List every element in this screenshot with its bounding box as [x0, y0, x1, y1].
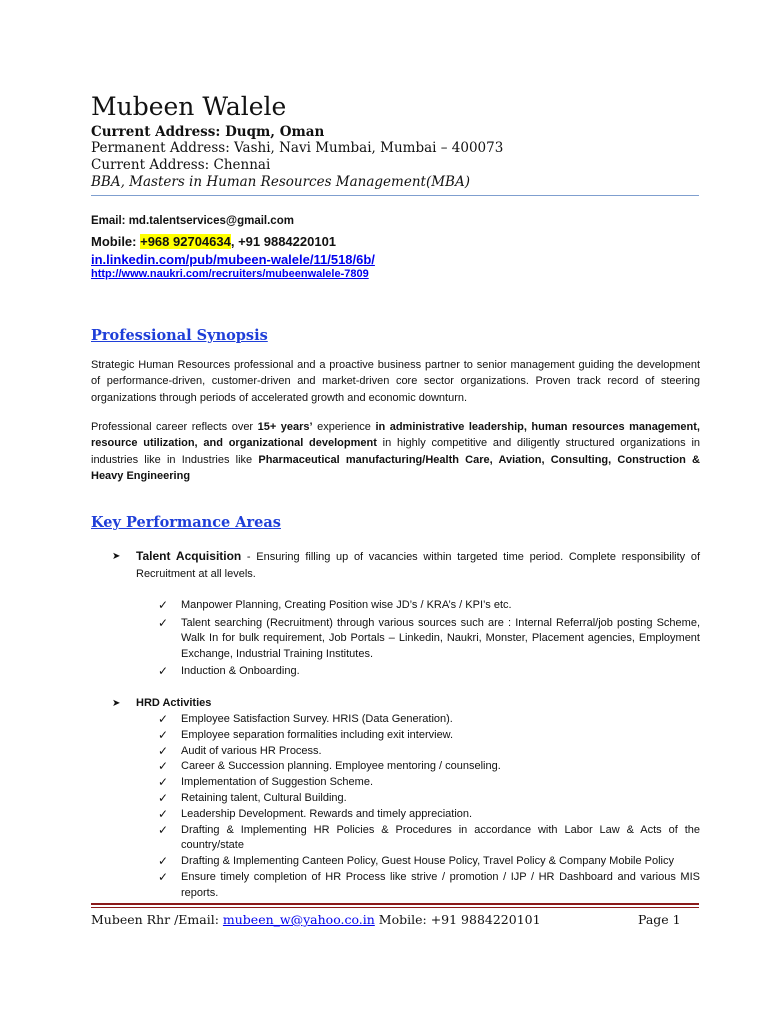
permanent-address: Permanent Address: Vashi, Navi Mumbai, Mumbai – 400073	[91, 140, 504, 156]
arrow-bullet-icon: ➤	[112, 551, 121, 562]
checkmark-icon: ✓	[158, 790, 169, 805]
talent-acquisition-item	[112, 548, 700, 583]
list-item: ✓ Implementation of Suggestion Scheme.	[158, 775, 374, 790]
list-item: ✓ Retaining talent, Cultural Building.	[158, 790, 347, 805]
footer-prefix: Mubeen Rhr /Email:	[91, 912, 223, 927]
checkmark-icon: ✓	[158, 743, 169, 758]
list-item: ✓ Leadership Development. Rewards and timely appreciation.	[158, 806, 473, 821]
footer-divider-thin	[91, 907, 699, 908]
current-address-chennai: Current Address: Chennai	[91, 157, 271, 173]
talent-acquisition-desc: - Ensuring filling up of vacancies within targeted time period. Complete responsibility of Recruitment at all levels.	[136, 551, 701, 580]
checkmark-icon: ✓	[158, 775, 169, 790]
checkmark-icon: ✓	[158, 759, 169, 774]
hrd-activities-list	[158, 712, 700, 902]
list-item: ✓ Drafting & Implementing Canteen Policy, Guest House Policy, Travel Policy & Company Mobile Policy	[158, 854, 674, 869]
checkmark-icon: ✓	[158, 664, 169, 678]
linkedin-link[interactable]: in.linkedin.com/pub/mubeen-walele/11/518/6b/	[91, 252, 375, 267]
checkmark-icon: ✓	[158, 869, 169, 884]
list-item: ✓ Audit of various HR Process.	[158, 743, 322, 758]
footer	[91, 912, 541, 927]
checkmark-icon: ✓	[158, 822, 169, 837]
arrow-bullet-icon: ➤	[112, 698, 121, 709]
checkmark-icon: ✓	[158, 854, 169, 869]
talent-acquisition-title: Talent Acquisition	[136, 549, 242, 563]
naukri-link[interactable]: http://www.naukri.com/recruiters/mubeenwalele-7809	[91, 268, 369, 280]
checkmark-icon: ✓	[158, 598, 169, 612]
header-divider	[91, 195, 699, 196]
list-item: ✓ Employee Satisfaction Survey. HRIS (Data Generation).	[158, 712, 453, 726]
hrd-activities-title: HRD Activities	[136, 697, 212, 709]
qualification: BBA, Masters in Human Resources Management(MBA)	[91, 174, 470, 190]
page-number: Page 1	[638, 912, 681, 927]
checkmark-icon: ✓	[158, 806, 169, 821]
candidate-name: Mubeen Walele	[91, 92, 287, 121]
list-item: ✓ Induction & Onboarding.	[158, 664, 300, 678]
synopsis-heading: Professional Synopsis	[91, 327, 268, 344]
synopsis-paragraph-2: Professional career reflects over 15+ years’ experience in administrative leadership, human resources management, resource utilization, and organizational development in highly competitive and diligently structured organizations in industries like in Industries like Pharmaceutical manufacturing/Health Care, Aviation, Consulting, Construction & Heavy Engineering	[91, 421, 700, 482]
list-item: ✓ Manpower Planning, Creating Position wise JD’s / KRA’s / KPI’s etc.	[158, 598, 512, 612]
hrd-activities-item	[112, 695, 700, 712]
contact-email: Email: md.talentservices@gmail.com	[91, 215, 294, 227]
mobile-primary: +968 92704634	[140, 234, 231, 249]
list-item: ✓ Career & Succession planning. Employee mentoring / counseling.	[158, 759, 501, 774]
footer-mobile: Mobile: +91 9884220101	[374, 912, 541, 927]
list-item: ✓ Talent searching (Recruitment) through various sources such are : Internal Referral/job posting Scheme, Walk In for bulk requirement, Job Portals – Linkedin, Naukri, Monster, Placement agencies, Employment Exchange, Industrial Training Institutes.	[158, 615, 700, 660]
current-address-oman: Current Address: Duqm, Oman	[91, 124, 325, 140]
checkmark-icon: ✓	[158, 727, 169, 742]
talent-acquisition-list	[158, 598, 700, 680]
footer-divider-thick	[91, 903, 699, 905]
kpa-heading: Key Performance Areas	[91, 514, 281, 531]
list-item: ✓ Employee separation formalities including exit interview.	[158, 727, 454, 742]
synopsis-paragraph-1: Strategic Human Resources professional and a proactive business partner to senior management guiding the development of performance-driven, customer-driven and market-driven core sector organizations. Proven track record of steering organizations through periods of accelerated growth and economic downturn.	[91, 359, 700, 404]
list-item: ✓ Ensure timely completion of HR Process like strive / promotion / IJP / HR Dashboard and various MIS reports.	[158, 869, 700, 899]
mobile-label: Mobile:	[91, 234, 141, 249]
mobile-secondary: , +91 9884220101	[230, 234, 337, 249]
checkmark-icon: ✓	[158, 712, 169, 726]
footer-email-link[interactable]: mubeen_w@yahoo.co.in	[222, 912, 375, 927]
list-item: ✓ Drafting & Implementing HR Policies & Procedures in accordance with Labor Law & Acts of the country/state	[158, 822, 700, 852]
checkmark-icon: ✓	[158, 615, 169, 630]
contact-mobile	[91, 234, 336, 249]
